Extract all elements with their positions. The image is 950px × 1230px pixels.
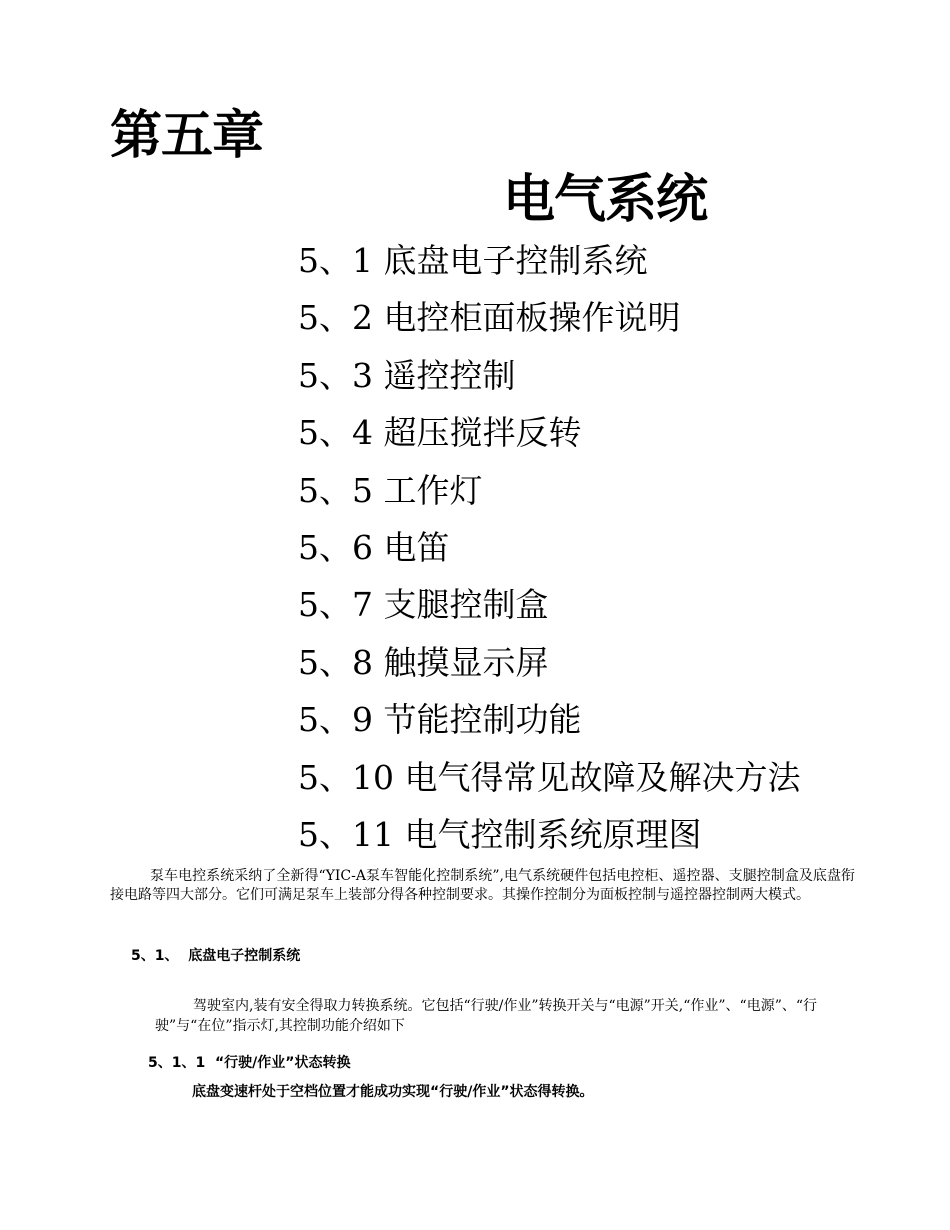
intro-paragraph: 泵车电控系统采纳了全新得“YIC-A泵车智能化控制系统”,电气系统硬件包括电控柜、遥控器、支腿控制盒及底盘衔接电路等四大部分。它们可满足泵车上装部分得各种控制要求。其操作控制分为面板控制与遥控器控制两大模式。	[110, 868, 855, 903]
subsection-5-1-1-text: 底盘变速杆处于空档位置才能成功实现“行驶/作业”状态得转换。	[192, 1084, 594, 1100]
toc-item-5-4: 5、4 超压搅拌反转	[298, 413, 582, 453]
toc-item-5-5: 5、5 工作灯	[298, 470, 483, 510]
toc-item-5-3: 5、3 遥控控制	[298, 355, 516, 395]
toc-item-5-1: 5、1 底盘电子控制系统	[298, 241, 648, 280]
table-of-contents	[298, 232, 800, 863]
toc-item-5-11: 5、11 电气控制系统原理图	[298, 814, 702, 854]
toc-item-5-8: 5、8 触摸显示屏	[298, 642, 549, 682]
toc-item-5-7: 5、7 支腿控制盒	[298, 585, 549, 625]
chapter-title: 电气系统	[503, 170, 708, 230]
toc-item-5-10: 5、10 电气得常见故障及解决方法	[298, 757, 801, 797]
chapter-label: 第五章	[110, 106, 264, 166]
toc-item-5-6: 5、6 电笛	[298, 527, 450, 567]
section-heading-5-1: 5、1、 底盘电子控制系统	[131, 948, 301, 964]
section-5-1-paragraph: 驾驶室内,装有安全得取力转换系统。它包括“行驶/作业”转换开关与“电源”开关,“作业”、“电源”、“行驶”与“在位”指示灯,其控制功能介绍如下	[155, 998, 818, 1034]
subsection-heading-5-1-1: 5、1、1 “行驶/作业”状态转换	[148, 1055, 351, 1071]
toc-item-5-2: 5、2 电控柜面板操作说明	[298, 298, 681, 338]
toc-item-5-9: 5、9 节能控制功能	[298, 700, 582, 740]
